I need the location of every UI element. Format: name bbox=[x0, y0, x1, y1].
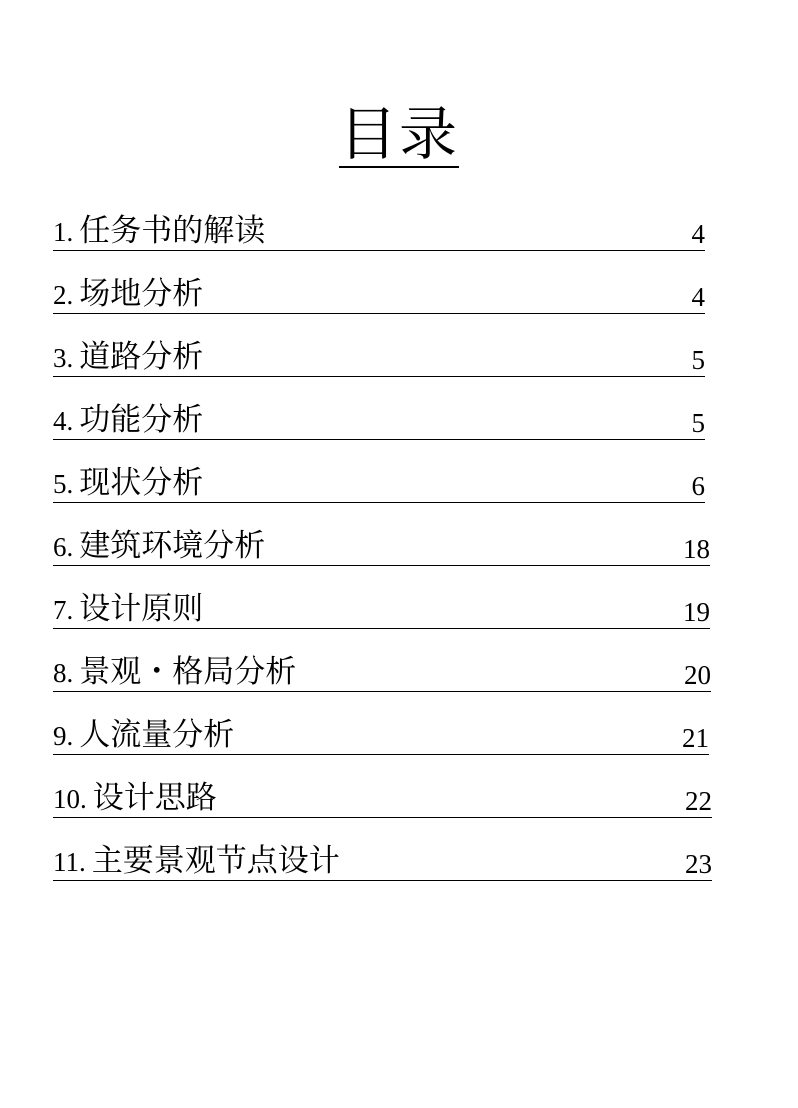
toc-entry-label bbox=[53, 652, 296, 693]
toc-entry-label bbox=[53, 715, 234, 756]
toc-entry-number: 1. bbox=[53, 217, 74, 247]
toc-entry-number: 5. bbox=[53, 469, 74, 499]
toc-entry-text: 设计思路 bbox=[92, 780, 217, 816]
toc-entry-page: 4 bbox=[691, 219, 705, 249]
toc-entry-text: 功能分析 bbox=[79, 402, 204, 438]
toc-entry-5[interactable] bbox=[53, 462, 705, 503]
toc-entry-9[interactable] bbox=[53, 714, 709, 755]
toc-entry-label bbox=[53, 211, 265, 252]
toc-entry-6[interactable] bbox=[53, 525, 710, 566]
toc-entry-label bbox=[53, 526, 265, 567]
toc-entry-text: 道路分析 bbox=[79, 339, 204, 375]
toc-entry-page: 4 bbox=[691, 282, 705, 312]
toc-entry-10[interactable] bbox=[53, 777, 712, 818]
toc-entry-page: 23 bbox=[685, 849, 712, 879]
toc-entry-label bbox=[53, 463, 203, 504]
toc-entry-text: 现状分析 bbox=[79, 465, 204, 501]
toc-entry-page: 21 bbox=[682, 723, 709, 753]
toc-entry-text: 建筑环境分析 bbox=[79, 528, 266, 564]
toc-entry-number: 11. bbox=[53, 847, 86, 877]
toc-entry-number: 2. bbox=[53, 280, 74, 310]
toc-entry-number: 9. bbox=[53, 721, 74, 751]
toc-entry-4[interactable] bbox=[53, 399, 705, 440]
toc-entry-number: 4. bbox=[53, 406, 74, 436]
toc-entry-page: 18 bbox=[683, 534, 710, 564]
toc-entry-3[interactable] bbox=[53, 336, 705, 377]
toc-entry-page: 20 bbox=[684, 660, 711, 690]
toc-entry-11[interactable] bbox=[53, 840, 712, 881]
toc-entry-text: 任务书的解读 bbox=[79, 213, 266, 249]
toc-entry-number: 7. bbox=[53, 595, 74, 625]
toc-entry-page: 5 bbox=[691, 408, 705, 438]
toc-entry-number: 8. bbox=[53, 658, 74, 688]
toc-entry-text: 主要景观节点设计 bbox=[91, 843, 340, 879]
toc-entry-text: 场地分析 bbox=[79, 276, 204, 312]
toc-entry-label bbox=[53, 778, 217, 819]
toc-entry-page: 5 bbox=[691, 345, 705, 375]
toc-entry-7[interactable] bbox=[53, 588, 710, 629]
toc-entry-label bbox=[53, 337, 203, 378]
toc-entry-label bbox=[53, 589, 203, 630]
toc-entry-text: 景观・格局分析 bbox=[79, 654, 297, 690]
toc-entry-8[interactable] bbox=[53, 651, 711, 692]
toc-title-text: 目录 bbox=[338, 100, 459, 168]
toc-entry-1[interactable] bbox=[53, 210, 705, 251]
toc-entry-page: 19 bbox=[683, 597, 710, 627]
toc-entry-2[interactable] bbox=[53, 273, 705, 314]
toc-entry-text: 人流量分析 bbox=[79, 717, 235, 753]
toc-entry-text: 设计原则 bbox=[79, 591, 204, 627]
toc-entry-page: 6 bbox=[691, 471, 705, 501]
toc-entry-number: 6. bbox=[53, 532, 74, 562]
toc-entry-label bbox=[53, 400, 203, 441]
toc-entry-label bbox=[53, 274, 203, 315]
toc-entry-page: 22 bbox=[685, 786, 712, 816]
toc-entry-label bbox=[53, 841, 340, 882]
toc-entry-number: 3. bbox=[53, 343, 74, 373]
toc-entry-number: 10. bbox=[53, 784, 87, 814]
